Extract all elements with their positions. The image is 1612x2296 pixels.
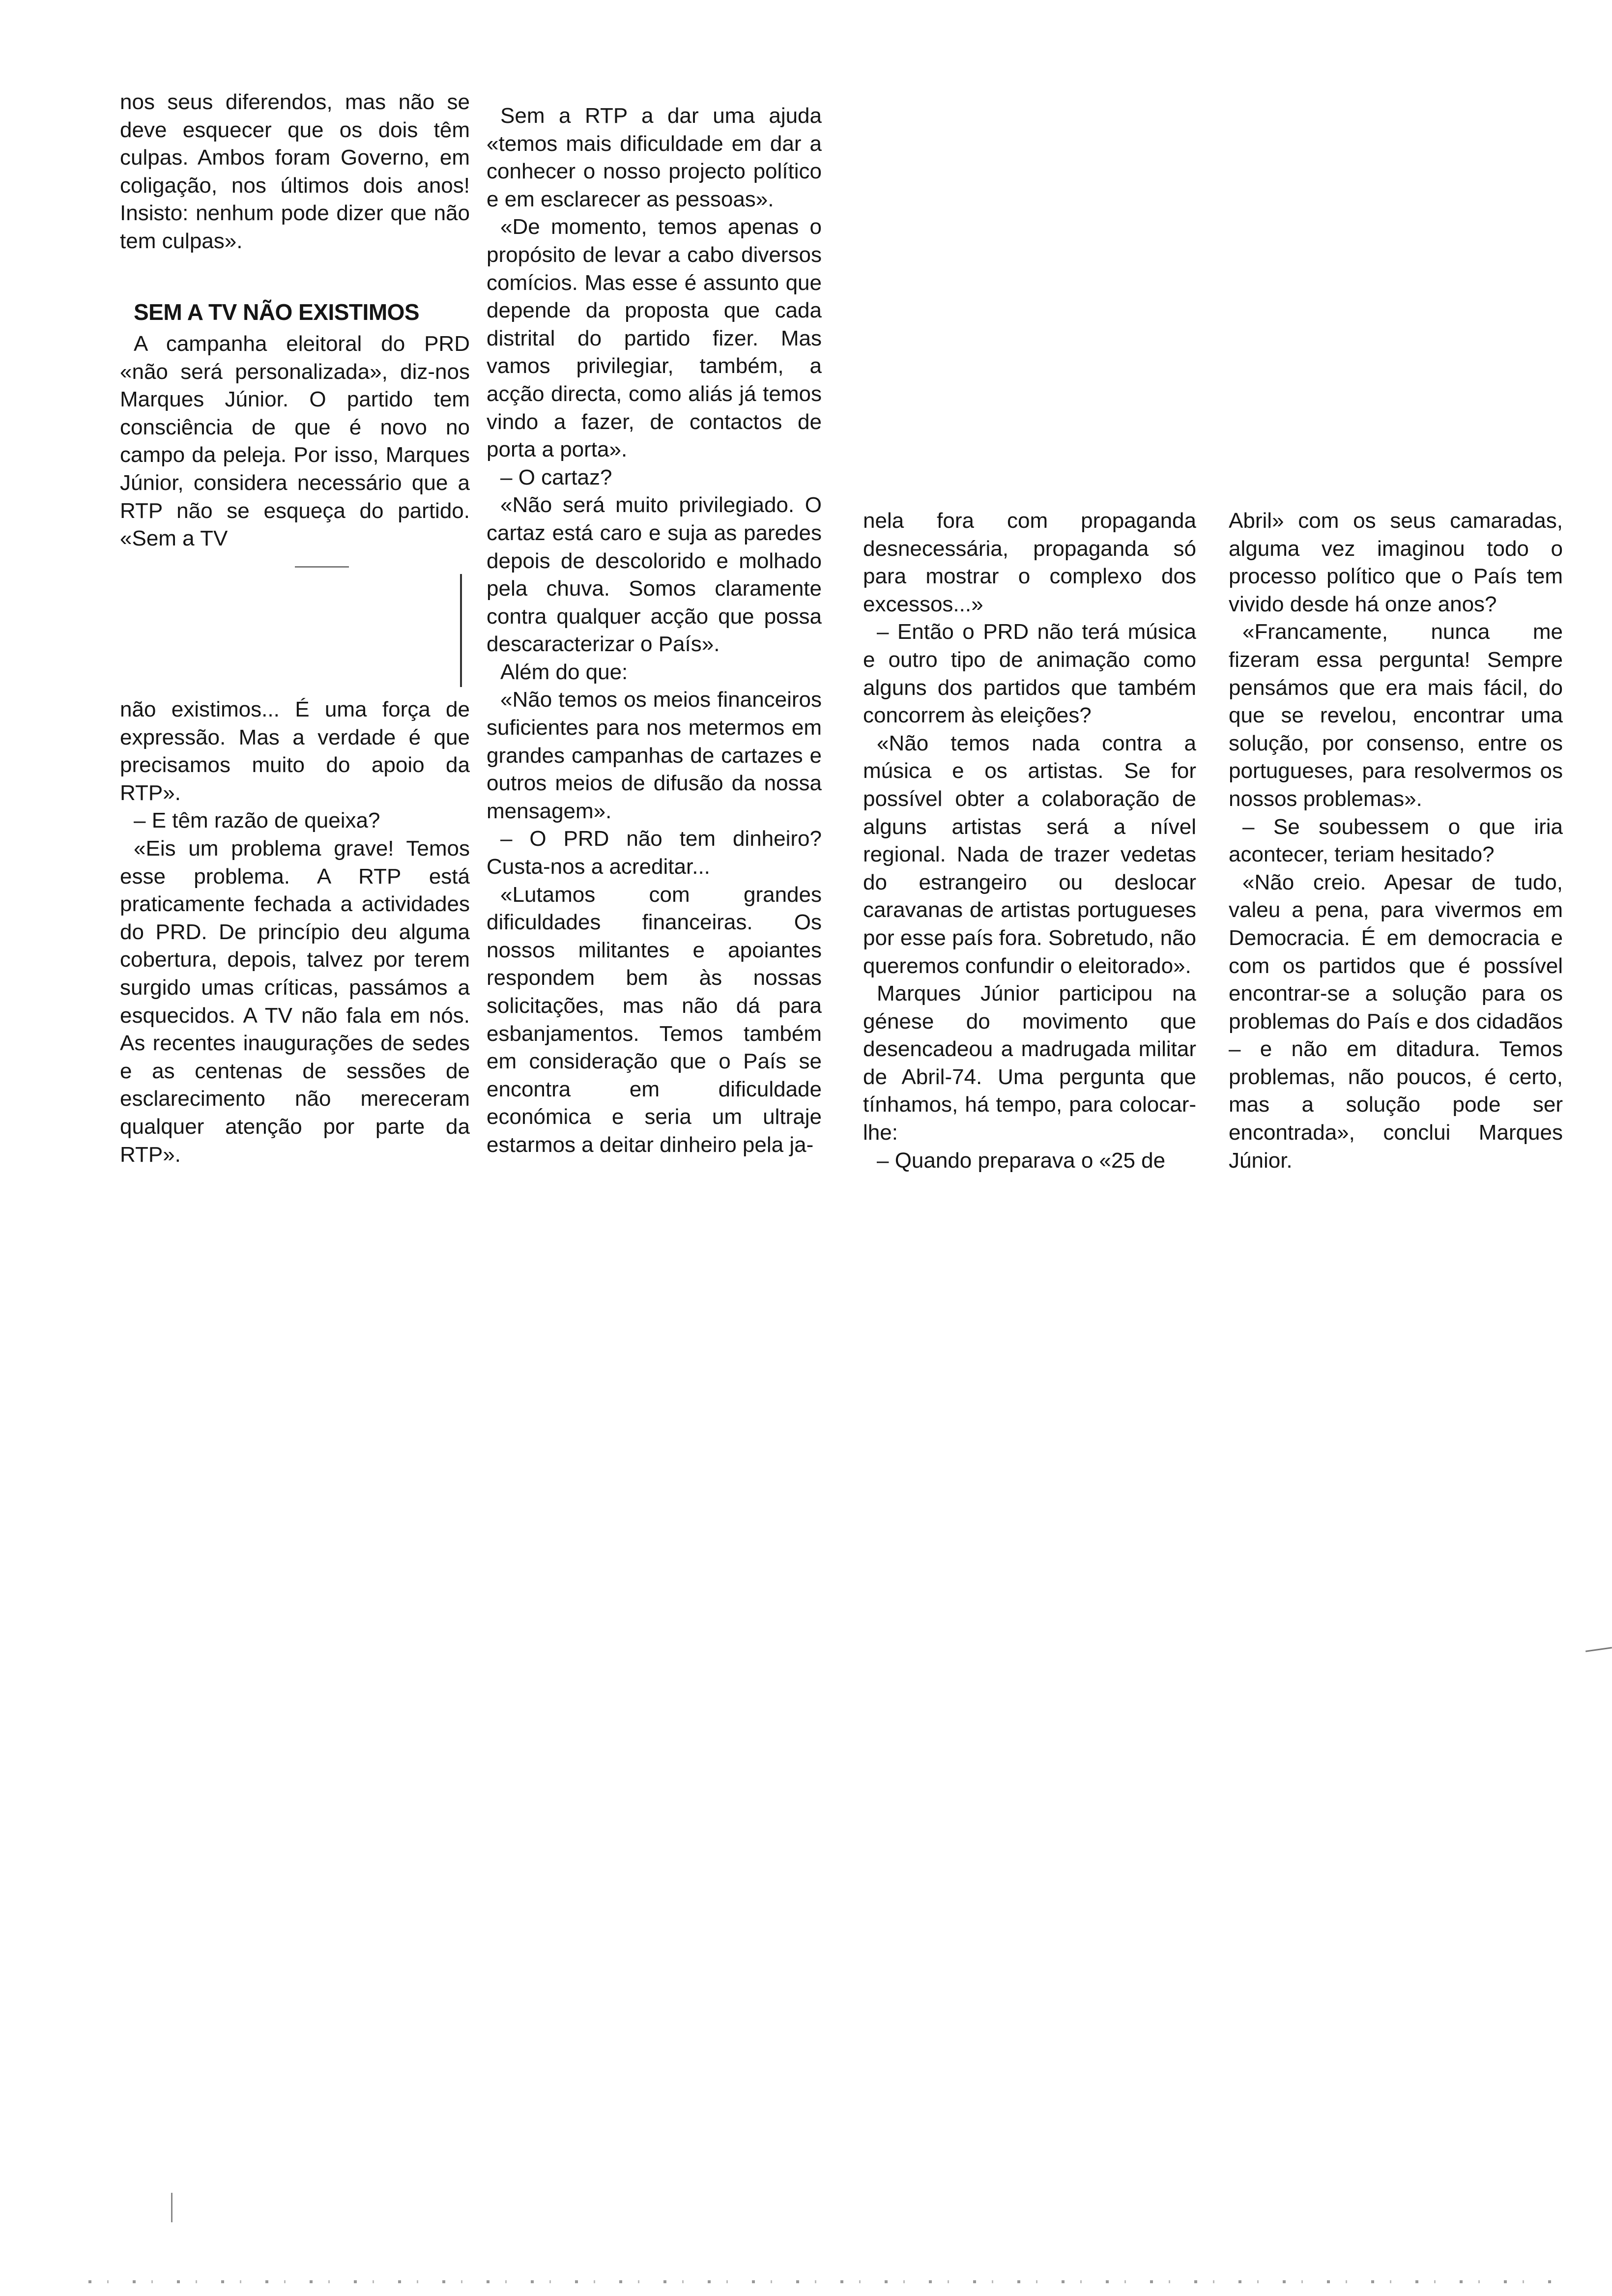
paragraph: «Eis um problema grave! Temos esse problema. A RTP está praticamente fechada a actividades do PRD. De princípio deu alguma cobertura, depois, talvez por terem surgido umas críticas, passámos a esquecidos. A TV não fala em nós. As recentes inaugurações de sedes e as centenas de sessões de esclarecimento não mereceram qualquer atenção por parte da RTP».: [120, 836, 470, 1167]
paragraph: – O PRD não tem dinheiro? Custa-nos a acreditar...: [487, 827, 822, 879]
paragraph: – Se soubessem o que iria acontecer, teriam hesitado?: [1229, 814, 1563, 867]
scan-noise: [88, 2280, 1563, 2283]
paragraph: «Não creio. Apesar de tudo, valeu a pena, para vivermos em Democracia. É em democracia e com os partidos que é possível encontrar-se a solução para os problemas do País e dos cidadãos – e não em ditadura. Temos problemas, não poucos, é certo, mas a solução pode ser encontrada», conclui Marques Júnior.: [1229, 870, 1563, 1173]
paragraph: – Então o PRD não terá música e outro tipo de animação como alguns dos partidos que também concorrem às eleições?: [863, 620, 1196, 728]
paragraph: não existimos... É uma força de expressão. Mas a verdade é que precisamos muito do apoio da RTP».: [120, 697, 470, 805]
paragraph: «Não temos os meios financeiros suficientes para nos metermos em grandes campanhas de cartazes e outros meios de difusão da nossa mensagem».: [487, 688, 822, 823]
paragraph: «Francamente, nunca me fizeram essa pergunta! Sempre pensámos que era mais fácil, do que se revelou, encontrar uma solução, por consenso, entre os portugueses, para resolvermos os nossos problemas».: [1229, 620, 1563, 811]
paragraph: «Não será muito privilegiado. O cartaz está caro e suja as paredes depois de descolorido e molhado pela chuva. Somos claramente contra qualquer acção que possa descaracterizar o País».: [487, 493, 822, 657]
column-divider: [295, 566, 349, 568]
column-1-mid-text: [120, 330, 470, 553]
column-2-text: [487, 102, 822, 1159]
paragraph: «Não temos nada contra a música e os artistas. Se for possível obter a colaboração de alguns artistas será a nível regional. Nada de trazer vedetas do estrangeiro ou deslocar caravanas de artistas portugueses por esse país fora. Sobretudo, não queremos confundir o eleitorado».: [863, 731, 1196, 978]
vertical-rule: [460, 574, 462, 687]
paragraph: – E têm razão de queixa?: [134, 808, 380, 833]
paragraph: Abril» com os seus camaradas, alguma vez imaginou todo o processo político que o País tem vivido desde há onze anos?: [1229, 509, 1563, 616]
column-3-text: [863, 507, 1196, 1175]
section-heading: SEM A TV NÃO EXISTIMOS: [134, 299, 420, 325]
column-1-bottom-text: [120, 696, 470, 1169]
paragraph: Marques Júnior participou na génese do movimento que desencadeou a madrugada militar de Abril-74. Uma pergunta que tínhamos, há tempo, para colocar-lhe:: [863, 981, 1196, 1145]
paragraph: nela fora com propaganda desnecessária, propaganda só para mostrar o complexo dos excessos...»: [863, 509, 1196, 616]
paragraph: «De momento, temos apenas o propósito de levar a cabo diversos comícios. Mas esse é assunto que depende da proposta que cada distrital do partido fizer. Mas vamos privilegiar, também, a acção directa, como aliás já temos vindo a fazer, de contactos de porta a porta».: [487, 215, 822, 462]
paragraph: nos seus diferendos, mas não se deve esquecer que os dois têm culpas. Ambos foram Governo, em coligação, nos últimos dois anos! Insisto: nenhum pode dizer que não tem culpas».: [120, 90, 470, 253]
paragraph: Sem a RTP a dar uma ajuda «temos mais dificuldade em dar a conhecer o nosso projecto político e em esclarecer as pessoas».: [487, 104, 822, 211]
column-4-text: [1229, 507, 1563, 1175]
paragraph: – Quando preparava o «25 de: [877, 1148, 1166, 1173]
paragraph: – O cartaz?: [500, 465, 612, 489]
scan-mark: [1585, 1647, 1612, 1652]
scan-mark: [171, 2193, 173, 2222]
paragraph: «Lutamos com grandes dificuldades financeiras. Os nossos militantes e apoiantes respondem bem às nossas solicitações, mas não dá para esbanjamentos. Temos também em consideração que o País se encontra em dificuldade económica e seria um ultraje estarmos a deitar dinheiro pela ja-: [487, 882, 822, 1157]
paragraph: Além do que:: [500, 660, 628, 684]
column-1-top-text: [120, 88, 470, 256]
paragraph: A campanha eleitoral do PRD «não será personalizada», diz-nos Marques Júnior. O partido tem consciência de que é novo no campo da peleja. Por isso, Marques Júnior, considera necessário que a RTP não se esqueça do partido. «Sem a TV: [120, 332, 470, 551]
